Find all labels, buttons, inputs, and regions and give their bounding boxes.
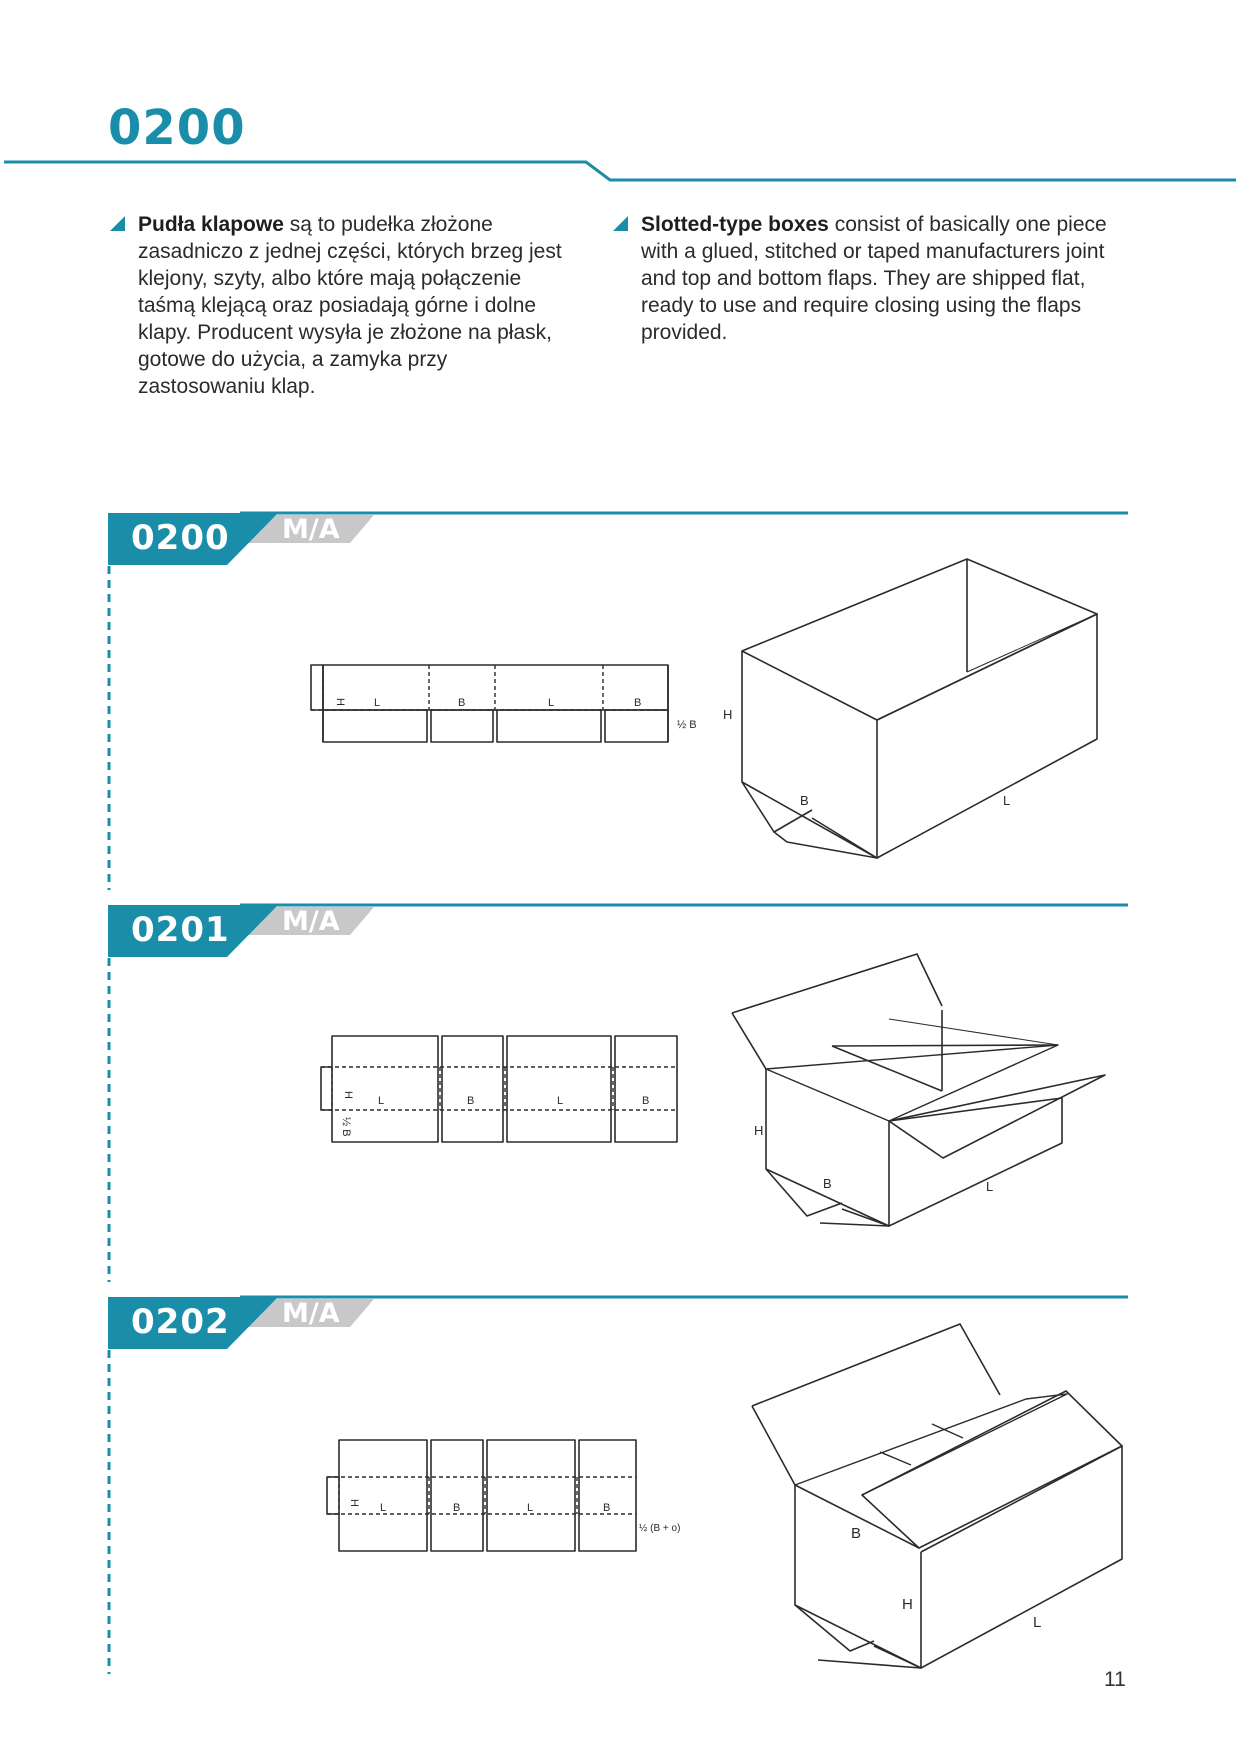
section-ma-0202: M/A xyxy=(282,1298,340,1329)
intro-polish-body: są to pudełka złożone zasadniczo z jednej części, których brzeg jest klejony, szyty, albo które mają połączenie taśmą klejącą oraz posiadają górne i dolne klapy. Producent wysyła je złożone na płask, gotowe do użycia, a zamyka przy zastosowaniu klap. xyxy=(138,213,562,398)
flat-label-h: H xyxy=(348,1499,360,1507)
flat-label-b: B xyxy=(458,697,466,709)
flat-flap-label: ½ (B + o) xyxy=(639,1523,681,1534)
flat-label-b: B xyxy=(453,1502,461,1514)
flat-flap-label: ½ B xyxy=(340,1117,352,1137)
box-label-b: B xyxy=(823,1176,832,1191)
page-number: 11 xyxy=(1104,1668,1126,1691)
flat-label-b: B xyxy=(634,697,642,709)
intro-english-bold: Slotted-type boxes xyxy=(641,213,829,236)
section-ma-0201: M/A xyxy=(282,906,340,937)
page-title: 0200 xyxy=(108,100,246,156)
box-label-b: B xyxy=(851,1525,862,1542)
flat-label-b: B xyxy=(642,1095,650,1107)
flat-label-b: B xyxy=(603,1502,611,1514)
flat-label-l: L xyxy=(557,1095,564,1107)
flat-label-b: B xyxy=(467,1095,475,1107)
box-label-h: H xyxy=(754,1123,764,1138)
section-ma-0200: M/A xyxy=(282,514,340,545)
box-label-h: H xyxy=(902,1596,913,1613)
flat-blank-0202 xyxy=(327,1440,636,1551)
flat-label-h: H xyxy=(334,698,346,706)
flat-label-l: L xyxy=(548,697,555,709)
flat-label-l: L xyxy=(527,1502,534,1514)
flat-flap-label: ½ B xyxy=(677,719,697,731)
flat-label-l: L xyxy=(378,1095,385,1107)
box-3d-0202 xyxy=(752,1324,1122,1668)
section-code-0201: 0201 xyxy=(131,910,230,950)
intro-english-body: consist of basically one piece with a glued, stitched or taped manufacturers joint and top and bottom flaps. They are shipped flat, ready to use and require closing using the flaps provided. xyxy=(641,213,1107,344)
intro-polish-bold: Pudła klapowe xyxy=(138,213,284,236)
box-label-b: B xyxy=(800,793,809,808)
flat-label-h: H xyxy=(342,1091,354,1099)
flat-label-l: L xyxy=(380,1502,387,1514)
box-label-l: L xyxy=(986,1179,994,1194)
box-label-l: L xyxy=(1033,1614,1042,1631)
flat-label-l: L xyxy=(374,697,381,709)
box-label-l: L xyxy=(1003,793,1011,808)
section-code-0200: 0200 xyxy=(131,518,230,558)
box-label-h: H xyxy=(723,707,733,722)
section-code-0202: 0202 xyxy=(131,1302,230,1342)
